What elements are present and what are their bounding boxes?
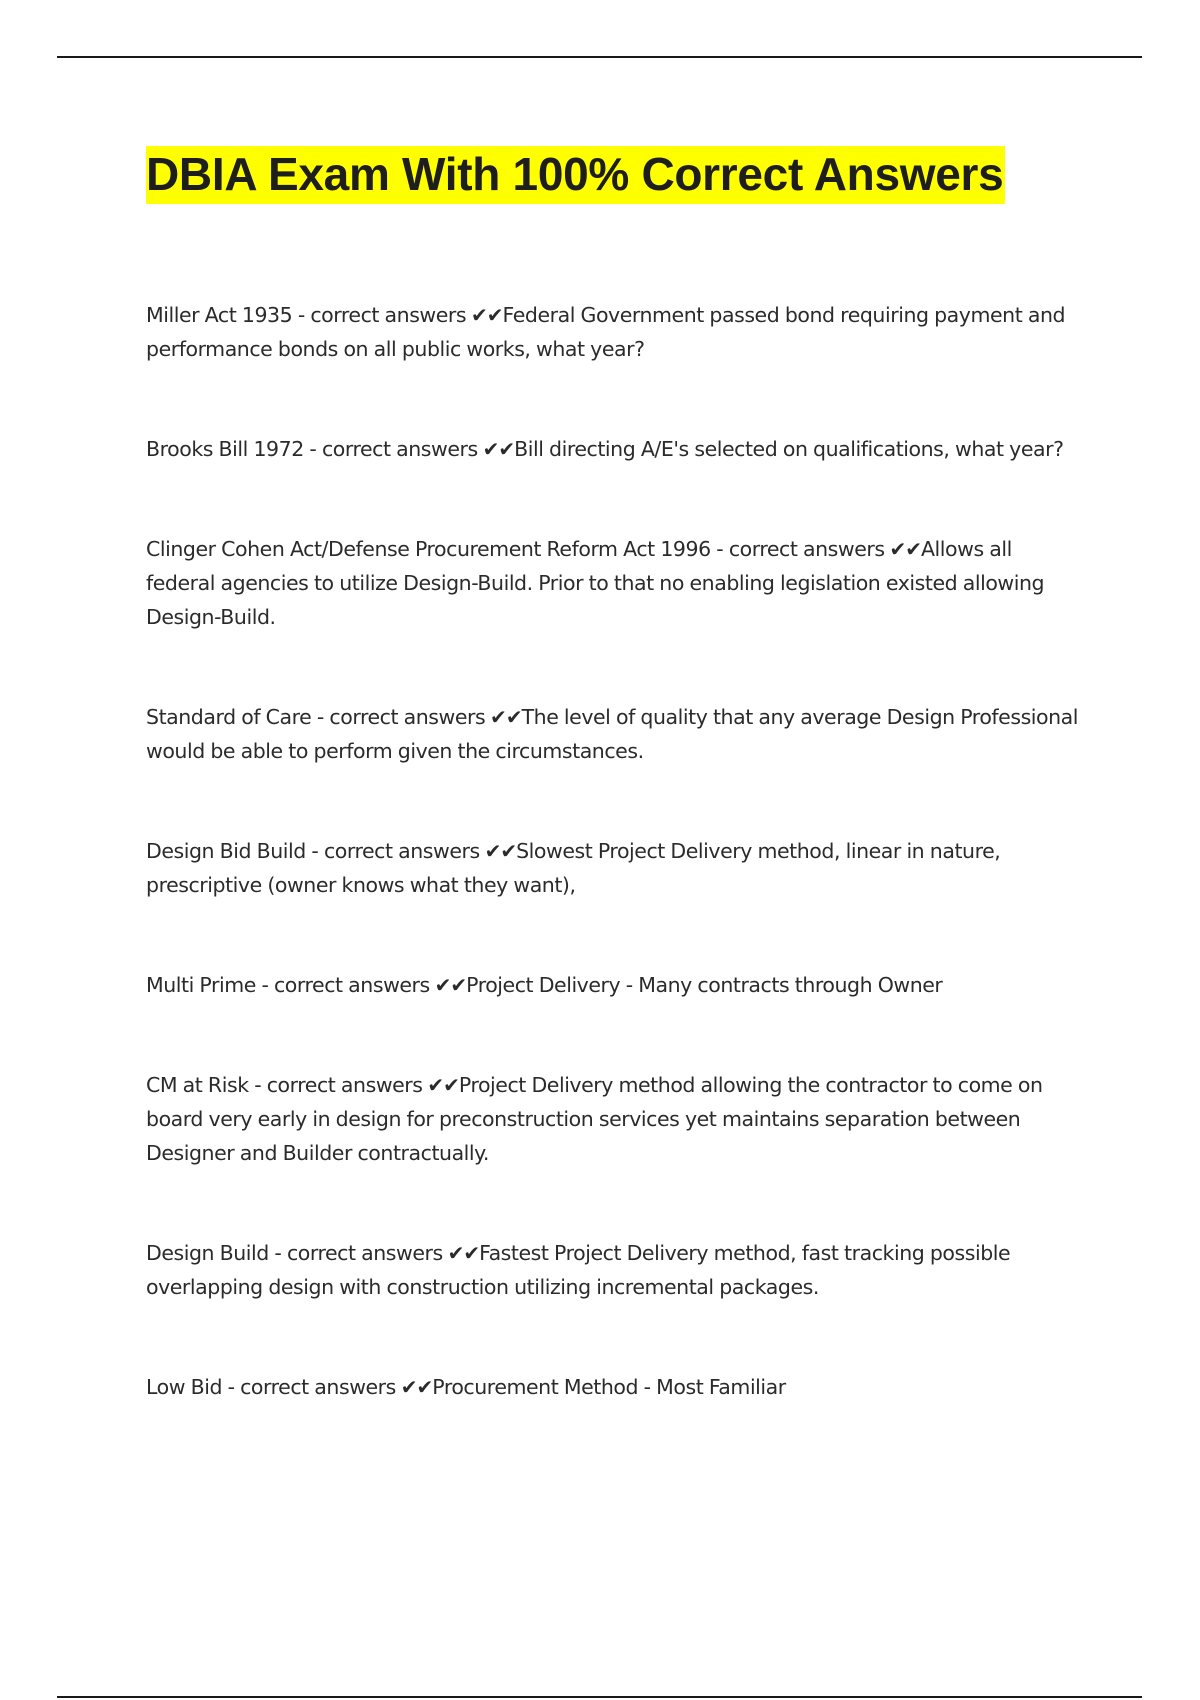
qa-term: Clinger Cohen Act/Defense Procurement Reform Act 1996 — [146, 537, 711, 561]
qa-separator: - — [305, 839, 324, 863]
qa-answer: Project Delivery method allowing the contractor to come on board very early in design for preconstruction services yet maintains separation between Designer and Builder contractually. — [146, 1073, 1043, 1165]
qa-answer-label: correct answers — [329, 705, 486, 729]
qa-term: CM at Risk — [146, 1073, 249, 1097]
qa-answer: The level of quality that any average Design Professional would be able to perform given the circumstances. — [146, 705, 1079, 763]
qa-answer-label: correct answers — [286, 1241, 443, 1265]
qa-term: Brooks Bill 1972 — [146, 437, 304, 461]
qa-term: Multi Prime — [146, 973, 256, 997]
title-block — [146, 146, 1086, 204]
qa-answer-label: correct answers — [310, 303, 467, 327]
qa-separator: - — [248, 1073, 267, 1097]
qa-item — [146, 432, 1086, 466]
qa-answer: Fastest Project Delivery method, fast tracking possible overlapping design with construction utilizing incremental packages. — [146, 1241, 1011, 1299]
check-marks-icon: ✔✔ — [477, 437, 515, 461]
check-marks-icon: ✔✔ — [479, 839, 517, 863]
qa-answer: Procurement Method - Most Familiar — [432, 1375, 786, 1399]
qa-item — [146, 1370, 1086, 1404]
qa-answer-label: correct answers — [321, 437, 478, 461]
qa-item — [146, 700, 1086, 768]
qa-answer: Allows all federal agencies to utilize Design-Build. Prior to that no enabling legislation existed allowing Design-Build. — [146, 537, 1045, 629]
qa-term: Design Build — [146, 1241, 269, 1265]
qa-item — [146, 1236, 1086, 1304]
qa-answer-label: correct answers — [240, 1375, 396, 1399]
qa-separator: - — [710, 537, 729, 561]
bottom-rule — [57, 1696, 1142, 1698]
top-rule — [57, 56, 1142, 58]
qa-term: Low Bid — [146, 1375, 223, 1399]
check-marks-icon: ✔✔ — [485, 705, 522, 729]
qa-item — [146, 834, 1086, 902]
qa-answer: Project Delivery - Many contracts through Owner — [466, 973, 943, 997]
check-marks-icon: ✔✔ — [395, 1375, 433, 1399]
qa-separator: - — [303, 437, 322, 461]
check-marks-icon: ✔✔ — [429, 973, 467, 997]
qa-item — [146, 968, 1086, 1002]
qa-separator: - — [222, 1375, 241, 1399]
document-title: DBIA Exam With 100% Correct Answers — [146, 146, 1005, 204]
qa-answer-label: correct answers — [323, 839, 480, 863]
qa-term: Standard of Care — [146, 705, 312, 729]
qa-term: Design Bid Build — [146, 839, 306, 863]
qa-answer-label: correct answers — [273, 973, 430, 997]
qa-separator: - — [292, 303, 311, 327]
check-marks-icon: ✔✔ — [422, 1073, 459, 1097]
qa-answer: Slowest Project Delivery method, linear in nature, prescriptive (owner knows what they want), — [146, 839, 1001, 897]
qa-term: Miller Act 1935 — [146, 303, 293, 327]
qa-item — [146, 532, 1086, 634]
check-marks-icon: ✔✔ — [884, 537, 921, 561]
qa-answer: Federal Government passed bond requiring payment and performance bonds on all public works, what year? — [146, 303, 1066, 361]
qa-separator: - — [311, 705, 330, 729]
check-marks-icon: ✔✔ — [442, 1241, 480, 1265]
qa-separator: - — [255, 973, 274, 997]
qa-answer-label: correct answers — [728, 537, 885, 561]
qa-item — [146, 298, 1086, 366]
qa-answer: Bill directing A/E's selected on qualifications, what year? — [514, 437, 1064, 461]
qa-separator: - — [268, 1241, 287, 1265]
qa-item — [146, 1068, 1086, 1170]
qa-answer-label: correct answers — [266, 1073, 423, 1097]
qa-list — [146, 298, 1086, 1470]
check-marks-icon: ✔✔ — [466, 303, 503, 327]
